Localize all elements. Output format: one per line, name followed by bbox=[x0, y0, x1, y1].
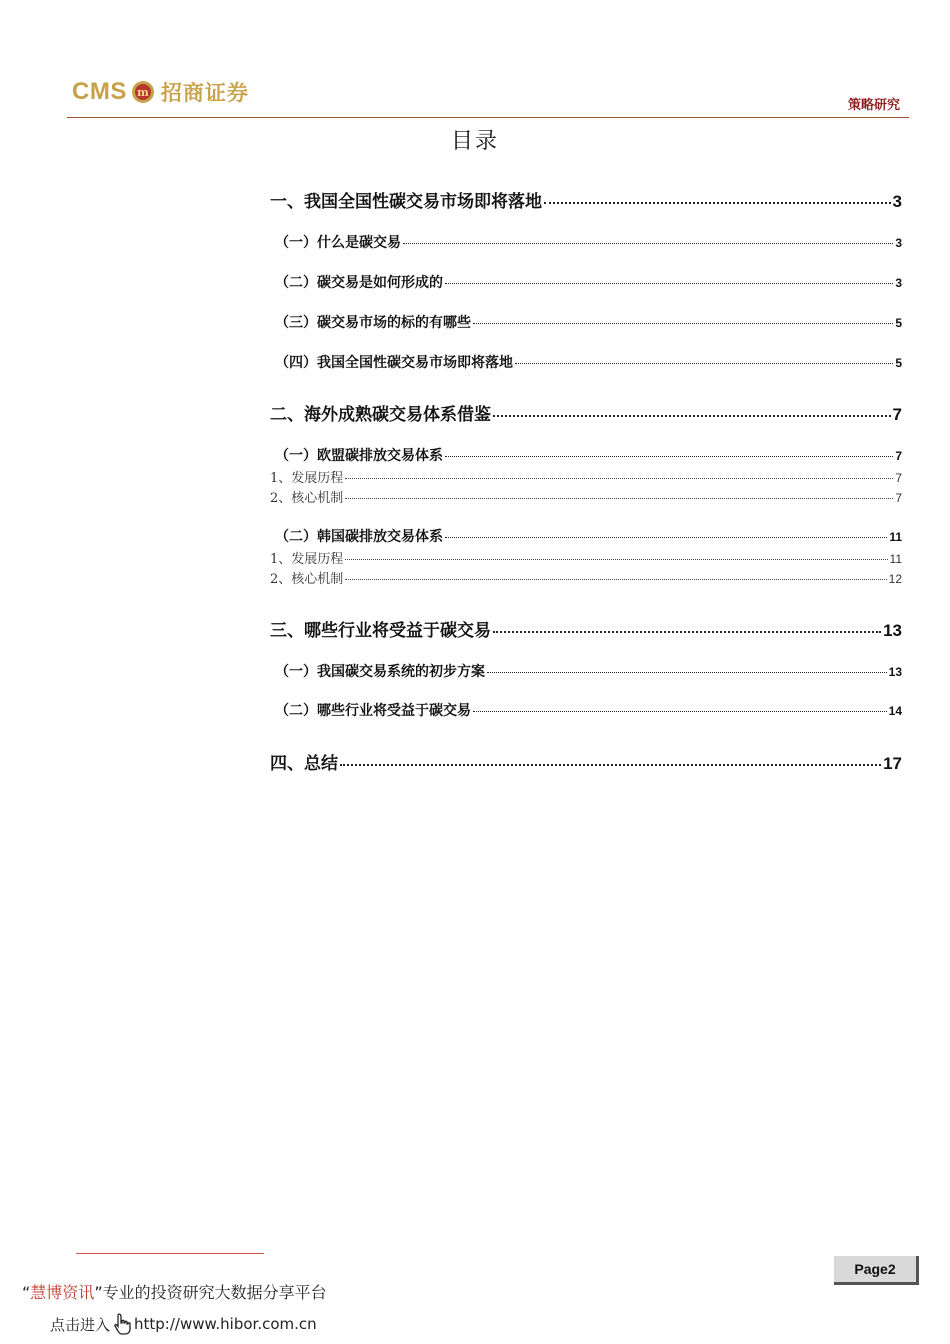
toc-entry-page: 3 bbox=[892, 192, 902, 211]
toc-entry-label: （四）我国全国性碳交易市场即将落地 bbox=[275, 355, 513, 371]
toc-entry-label: （三）碳交易市场的标的有哪些 bbox=[275, 315, 471, 331]
promo-link-line[interactable] bbox=[50, 1312, 317, 1336]
toc-leader bbox=[345, 498, 893, 499]
toc-entry-label: （一）什么是碳交易 bbox=[275, 235, 401, 251]
toc-entry-label: 四、总结 bbox=[270, 754, 338, 774]
pointing-hand-icon bbox=[112, 1312, 132, 1336]
toc-entry[interactable] bbox=[270, 400, 902, 425]
toc-leader bbox=[340, 764, 881, 766]
toc-leader bbox=[345, 579, 886, 580]
toc-entry-label: 三、哪些行业将受益于碳交易 bbox=[270, 621, 491, 641]
company-logo bbox=[72, 72, 249, 112]
toc-entry-page: 3 bbox=[895, 236, 902, 250]
toc-entry-label: 2、核心机制 bbox=[270, 491, 344, 506]
toc-leader bbox=[445, 537, 887, 538]
toc-entry[interactable] bbox=[270, 445, 902, 465]
toc-entry[interactable] bbox=[270, 700, 902, 720]
toc-entry[interactable] bbox=[270, 312, 902, 332]
link-prefix: 点击进入 bbox=[50, 1315, 111, 1334]
toc-entry-page: 7 bbox=[895, 491, 902, 505]
toc-entry-label: 一、我国全国性碳交易市场即将落地 bbox=[270, 192, 542, 212]
header-divider bbox=[67, 117, 909, 118]
toc-entry-page: 7 bbox=[892, 405, 902, 424]
toc-entry[interactable] bbox=[270, 749, 902, 774]
toc-entry[interactable] bbox=[270, 352, 902, 372]
toc-entry-label: 1、发展历程 bbox=[270, 471, 344, 486]
toc-entry-page: 11 bbox=[889, 552, 902, 566]
promo-text: 专业的投资研究大数据分享平台 bbox=[102, 1283, 327, 1302]
promo-quote-open: “ bbox=[22, 1283, 31, 1302]
toc-entry-label: （二）韩国碳排放交易体系 bbox=[275, 529, 443, 545]
toc-entry-page: 3 bbox=[895, 276, 902, 290]
toc-leader bbox=[345, 559, 887, 560]
footer-divider bbox=[76, 1253, 264, 1254]
toc-entry-page: 12 bbox=[888, 572, 902, 586]
toc-entry[interactable] bbox=[270, 232, 902, 252]
toc-entry[interactable] bbox=[270, 568, 902, 587]
toc-entry[interactable] bbox=[270, 548, 902, 567]
page-number-badge: Page2 bbox=[834, 1256, 919, 1285]
logo-chinese-text: 招商证券 bbox=[160, 81, 249, 105]
toc-entry-label: 1、发展历程 bbox=[270, 552, 344, 567]
toc-entry[interactable] bbox=[270, 616, 902, 641]
toc-leader bbox=[473, 323, 893, 324]
toc-leader bbox=[445, 283, 893, 284]
toc-leader bbox=[493, 631, 881, 633]
toc-leader bbox=[493, 415, 891, 417]
promo-quote-close: ” bbox=[94, 1283, 103, 1302]
toc-entry[interactable] bbox=[270, 467, 902, 486]
toc-leader bbox=[544, 202, 891, 204]
toc-entry-page: 7 bbox=[895, 449, 902, 463]
toc-leader bbox=[403, 243, 893, 244]
toc-leader bbox=[445, 456, 893, 457]
toc-leader bbox=[345, 478, 893, 479]
toc-leader bbox=[515, 363, 893, 364]
toc-entry-page: 14 bbox=[888, 704, 902, 718]
toc-entry-page: 13 bbox=[888, 665, 902, 679]
toc-entry-page: 17 bbox=[883, 754, 902, 773]
toc-title: 目录 bbox=[450, 129, 499, 154]
toc-entry-label: （一）欧盟碳排放交易体系 bbox=[275, 448, 443, 464]
promo-brand: 慧博资讯 bbox=[30, 1283, 95, 1302]
svg-text:m: m bbox=[137, 86, 149, 99]
toc-entry-page: 5 bbox=[895, 356, 902, 370]
toc-entry[interactable] bbox=[270, 487, 902, 506]
section-tag: 策略研究 bbox=[847, 98, 900, 113]
toc-entry-label: 二、海外成熟碳交易体系借鉴 bbox=[270, 405, 491, 425]
toc-entry-label: （二）哪些行业将受益于碳交易 bbox=[275, 703, 471, 719]
toc-entry[interactable] bbox=[270, 272, 902, 292]
toc-entry-label: （一）我国碳交易系统的初步方案 bbox=[275, 664, 485, 680]
toc-entry-label: 2、核心机制 bbox=[270, 572, 344, 587]
logo-emblem-icon bbox=[131, 80, 155, 104]
toc-leader bbox=[487, 672, 887, 673]
toc-entry-page: 5 bbox=[895, 316, 902, 330]
toc-entry-page: 13 bbox=[883, 621, 902, 640]
hibor-link[interactable]: http://www.hibor.com.cn bbox=[134, 1315, 317, 1333]
logo-latin-text: CMS bbox=[72, 78, 127, 105]
toc-entry-label: （二）碳交易是如何形成的 bbox=[275, 275, 443, 291]
toc-entry-page: 11 bbox=[889, 530, 902, 544]
toc-leader bbox=[473, 711, 887, 712]
toc-entry-page: 7 bbox=[895, 471, 902, 485]
toc-entry[interactable] bbox=[270, 187, 902, 212]
promo-line bbox=[22, 1280, 327, 1303]
toc-entry[interactable] bbox=[270, 526, 902, 546]
toc-entry[interactable] bbox=[270, 661, 902, 681]
